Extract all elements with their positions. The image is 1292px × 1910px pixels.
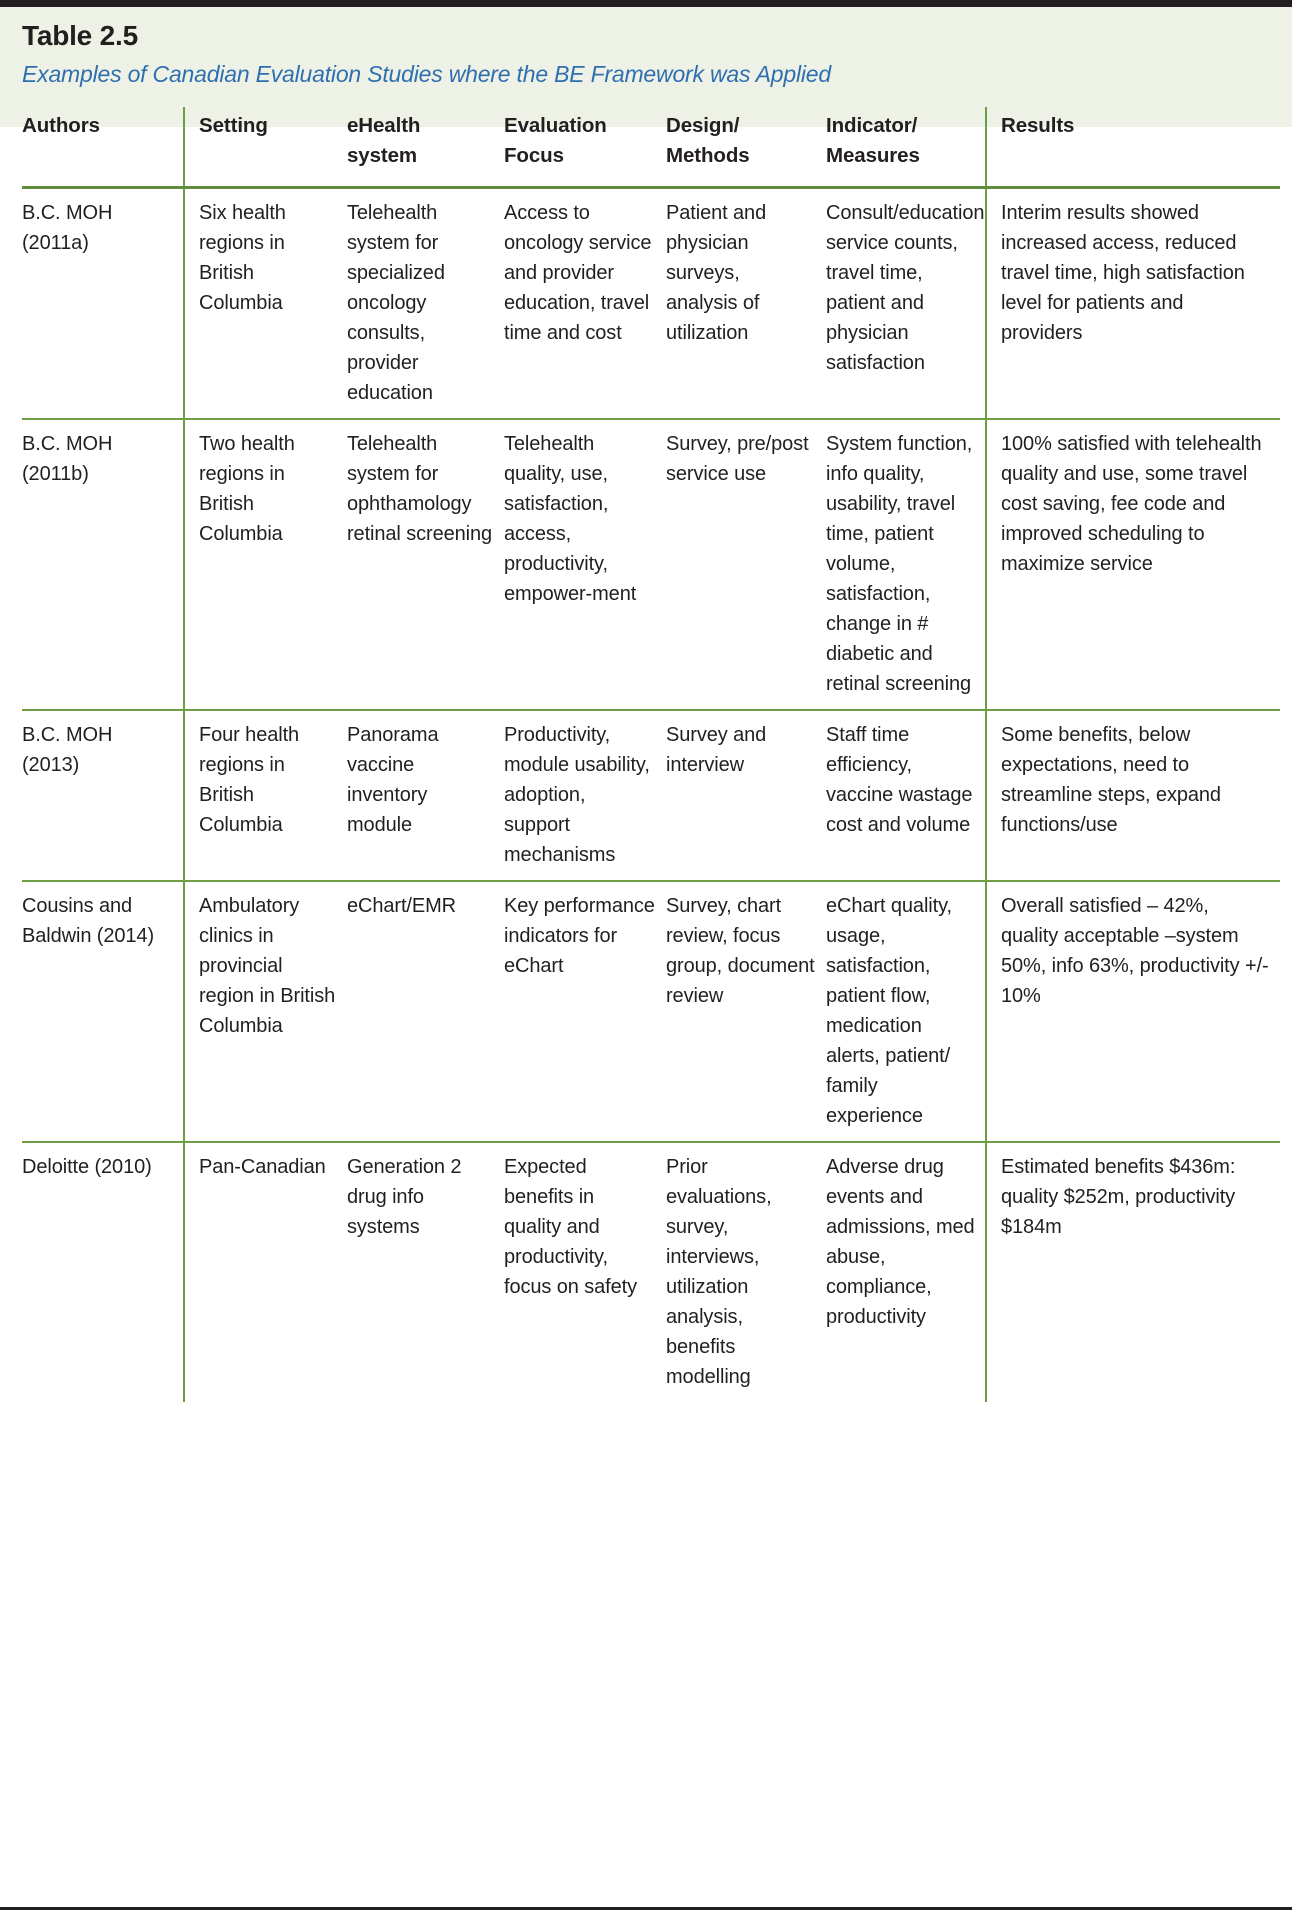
cell-design: Survey, chart review, focus group, document review: [666, 881, 826, 1142]
cell-setting: Two health regions in British Columbia: [184, 419, 347, 710]
table-row: [22, 188, 1280, 420]
cell-design: Patient and physician surveys, analysis of utilization: [666, 188, 826, 420]
column-header-results: Results: [986, 107, 1280, 188]
cell-indicator: Staff time efficiency, vaccine wastage cost and volume: [826, 710, 986, 881]
cell-focus: Telehealth quality, use, satisfaction, access, productivity, empower-ment: [504, 419, 666, 710]
cell-system: Telehealth system for specialized oncology consults, provider education: [347, 188, 504, 420]
table-row: [22, 710, 1280, 881]
cell-design: Prior evaluations, survey, interviews, utilization analysis, benefits modelling: [666, 1156, 772, 1389]
cell-focus: Key performance indicators for eChart: [504, 881, 666, 1142]
table-container: [0, 7, 1292, 1402]
cell-setting: Six health regions in British Columbia: [184, 188, 347, 420]
column-header-system: eHealth system: [347, 107, 504, 188]
table-head: [22, 107, 1280, 188]
cell-system: eChart/EMR: [347, 881, 504, 1142]
cell-results: Some benefits, below expectations, need to streamline steps, expand functions/use: [986, 710, 1280, 881]
cell-authors: B.C. MOH (2011b): [22, 419, 184, 710]
table-caption: Examples of Canadian Evaluation Studies where the BE Framework was Applied: [22, 60, 831, 87]
cell-results: Interim results showed increased access, reduced travel time, high satisfaction level for patients and providers: [986, 188, 1280, 420]
table-title-block: [0, 7, 1292, 89]
cell-authors: Deloitte (2010): [22, 1142, 184, 1402]
column-header-focus: Evaluation Focus: [504, 107, 666, 188]
cell-setting: Four health regions in British Columbia: [184, 710, 347, 881]
table-row: [22, 881, 1280, 1142]
cell-system: Telehealth system for ophthamology retinal screening: [347, 419, 504, 710]
evaluation-studies-table: [22, 107, 1280, 1403]
cell-authors: B.C. MOH (2013): [22, 710, 184, 881]
cell-system: Panorama vaccine inventory module: [347, 710, 504, 881]
cell-authors: Cousins and Baldwin (2014): [22, 881, 184, 1142]
cell-results: Estimated benefits $436m: quality $252m, productivity $184m: [986, 1142, 1280, 1402]
cell-design: Survey, pre/post service use: [666, 419, 826, 710]
column-header-design: Design/ Methods: [666, 107, 826, 188]
column-header-setting: Setting: [184, 107, 347, 188]
cell-setting: Ambulatory clinics in provincial region in British Columbia: [184, 881, 347, 1142]
column-header-indicator: Indicator/ Measures: [826, 107, 986, 188]
cell-focus: Access to oncology service and provider education, travel time and cost: [504, 188, 666, 420]
cell-results: 100% satisfied with telehealth quality and use, some travel cost saving, fee code and improved scheduling to maximize service: [986, 419, 1280, 710]
cell-system: Generation 2 drug info systems: [347, 1156, 462, 1239]
cell-design: Survey and interview: [666, 710, 826, 881]
cell-indicator: System function, info quality, usability, travel time, patient volume, satisfaction, change in # diabetic and retinal screening: [826, 419, 986, 710]
table-row: [22, 1142, 1280, 1402]
table-number: Table 2.5: [22, 20, 138, 51]
cell-results: Overall satisfied – 42%, quality acceptable –system 50%, info 63%, productivity +/- 10%: [986, 881, 1280, 1142]
cell-focus: Expected benefits in quality and productivity, focus on safety: [504, 1156, 638, 1299]
cell-setting: Pan-Canadian: [199, 1156, 326, 1179]
table-row: [22, 419, 1280, 710]
table-body: [22, 188, 1280, 1403]
cell-focus: Productivity, module usability, adoption, support mechanisms: [504, 710, 666, 881]
cell-indicator: eChart quality, usage, satisfaction, patient flow, medication alerts, patient/ family experience: [826, 881, 986, 1142]
table-header-row: [22, 107, 1280, 188]
cell-authors: B.C. MOH (2011a): [22, 188, 184, 420]
column-header-authors: Authors: [22, 107, 184, 188]
cell-indicator: Consult/education service counts, travel time, patient and physician satisfaction: [826, 188, 986, 420]
page-top-rule: [0, 0, 1292, 7]
cell-indicator: Adverse drug events and admissions, med abuse, compliance, productivity: [826, 1156, 975, 1329]
